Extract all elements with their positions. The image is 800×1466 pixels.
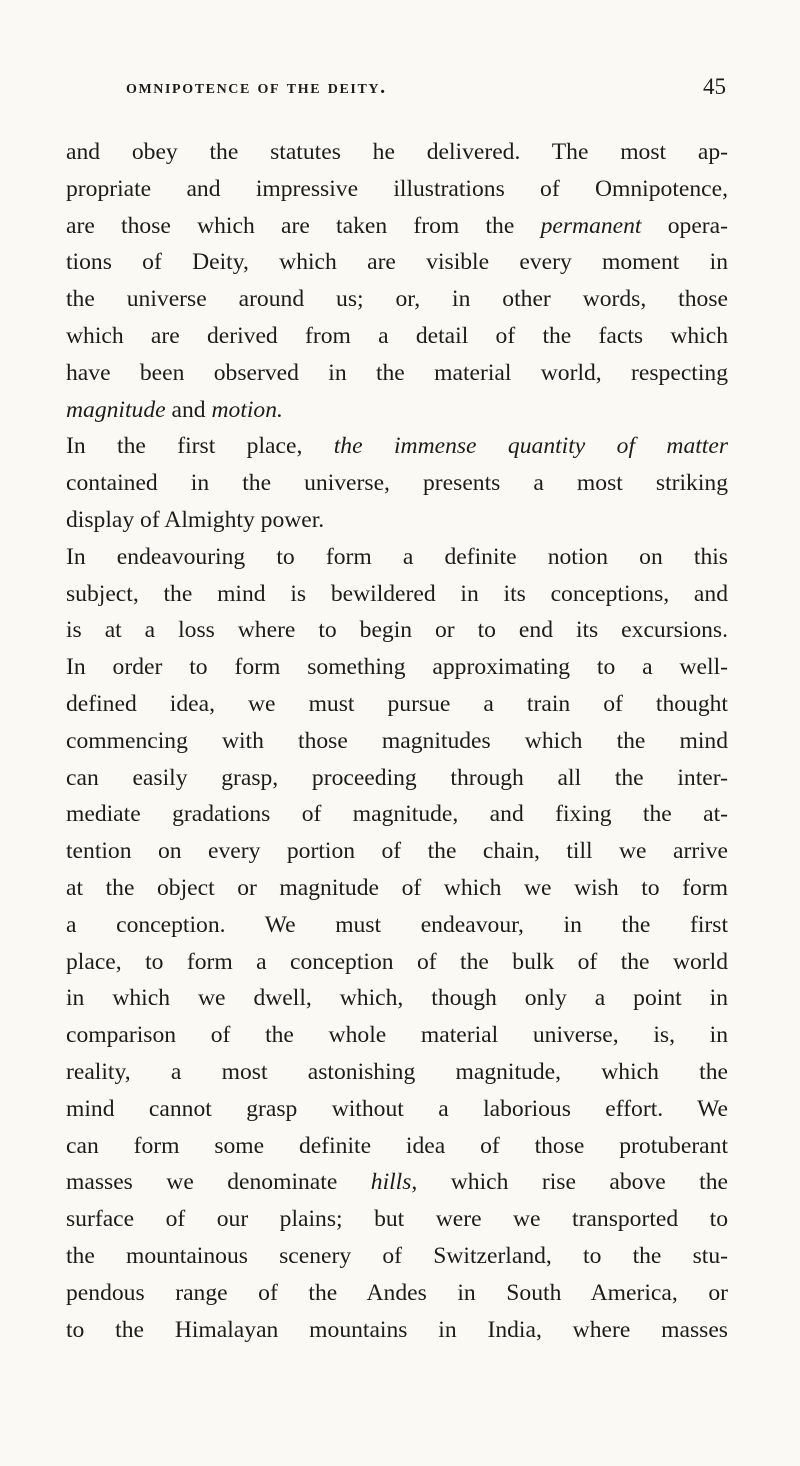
text-line: the universe around us; or, in other words, those <box>66 286 728 313</box>
text-line: pendous range of the Andes in South America, or <box>66 1279 728 1306</box>
text-line: the mountainous scenery of Switzerland, to the stu- <box>66 1242 728 1269</box>
running-head <box>66 76 726 106</box>
text-line: can easily grasp, proceeding through all the inter- <box>66 764 728 791</box>
italic-phrase: permanent <box>540 212 642 239</box>
italic-phrase: magnitude <box>66 396 166 423</box>
text-line: is at a loss where to begin or to end its excursions. <box>66 617 728 644</box>
text-line: tions of Deity, which are visible every moment in <box>66 249 728 276</box>
text-line: which are derived from a detail of the facts which <box>66 322 728 349</box>
text-line: have been observed in the material world, respecting <box>66 359 728 386</box>
body-text <box>66 134 728 1348</box>
text-line: masses we denominate hills, which rise above the <box>66 1169 728 1196</box>
text-line: subject, the mind is bewildered in its conceptions, and <box>66 580 728 607</box>
text-line: commencing with those magnitudes which the mind <box>66 727 728 754</box>
text-line: comparison of the whole material universe, is, in <box>66 1022 728 1049</box>
text-line: display of Almighty power. <box>66 506 325 533</box>
running-title: omnipotence of the deity. <box>126 76 387 98</box>
text-line: reality, a most astonishing magnitude, which the <box>66 1058 728 1085</box>
text-line: in which we dwell, which, though only a point in <box>66 985 728 1012</box>
text-line: at the object or magnitude of which we wish to form <box>66 874 728 901</box>
text-line: defined idea, we must pursue a train of thought <box>66 690 728 717</box>
text-line: a conception. We must endeavour, in the first <box>66 911 728 938</box>
text-line: In the first place, the immense quantity of matter <box>66 433 728 460</box>
italic-phrase: motion. <box>211 396 283 423</box>
page-number: 45 <box>703 74 726 99</box>
text-line: mind cannot grasp without a laborious effort. We <box>66 1095 728 1122</box>
text-line: place, to form a conception of the bulk of the world <box>66 948 728 975</box>
text-line: propriate and impressive illustrations of Omnipotence, <box>66 175 728 202</box>
text-line: are those which are taken from the permanent opera- <box>66 212 728 239</box>
text-line: In endeavouring to form a definite notion on this <box>66 543 728 570</box>
text-line: magnitude and motion. <box>66 396 283 423</box>
text-line: to the Himalayan mountains in India, where masses <box>66 1316 728 1343</box>
text-line: In order to form something approximating to a well- <box>66 654 728 681</box>
text-line: and obey the statutes he delivered. The most ap- <box>66 139 728 165</box>
italic-phrase: the immense quantity of matter <box>333 433 728 460</box>
text-line: tention on every portion of the chain, till we arrive <box>66 838 728 865</box>
text-line: surface of our plains; but were we transported to <box>66 1206 728 1233</box>
text-line: can form some definite idea of those protuberant <box>66 1132 728 1159</box>
italic-phrase: hills <box>370 1169 412 1196</box>
text-line: mediate gradations of magnitude, and fixing the at- <box>66 801 728 828</box>
text-line: contained in the universe, presents a most striking <box>66 470 728 497</box>
